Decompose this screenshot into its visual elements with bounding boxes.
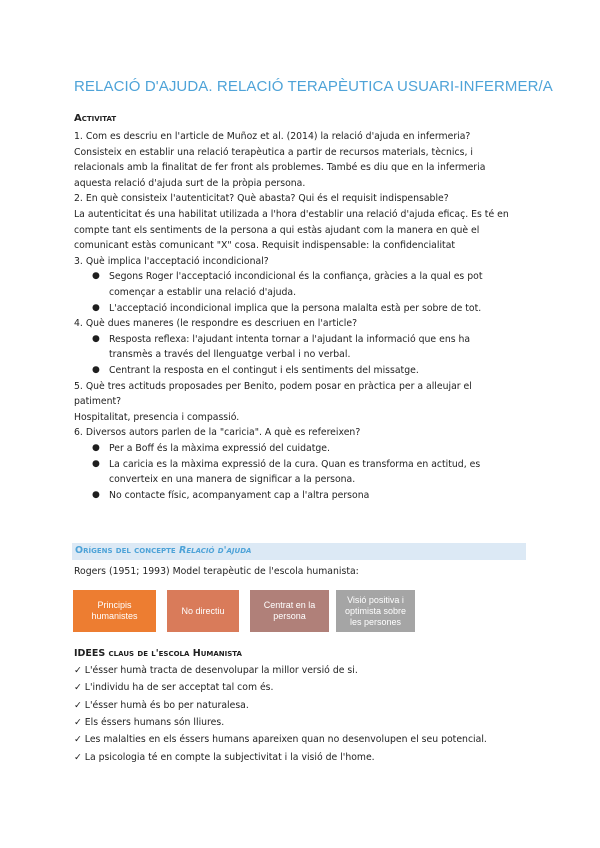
concept-box <box>167 590 239 632</box>
text-line: aquesta relació d'ajuda surt de la pròpia persona. <box>74 177 306 189</box>
idea-item <box>74 682 273 693</box>
question-5: 5. Què tres actituds proposades per Benito, podem posar en pràctica per a alleujar el <box>74 380 472 392</box>
bullet-icon: ● <box>92 489 100 500</box>
bullet-text: Segons Roger l'acceptació incondicional és la confiança, gràcies a la qual es pot <box>109 271 483 283</box>
concept-box-text: Visió positiva i <box>347 594 404 605</box>
check-icon: ✓ <box>74 751 82 763</box>
concept-box-text: Principis <box>97 600 132 610</box>
text-line: La autenticitat és una habilitat utilizada a l'hora d'establir una relació d'ajuda eficaç. Es té en <box>74 209 509 220</box>
bullet-text: La caricia es la màxima expressió de la cura. Quan es transforma en actitud, es <box>109 458 481 470</box>
text-line: 1. Com es descriu en l'article de Muñoz et al. (2014) la relació d'ajuda en infermeria? <box>74 131 471 142</box>
ideas-heading: IDEES claus de l'escola Humanista <box>74 648 242 659</box>
concept-box-text: optimista sobre <box>344 605 407 616</box>
check-icon: ✓ <box>74 682 82 694</box>
text-line: relacionals amb la finalitat de fer front als problemes. També es diu que en la infermeria <box>74 162 486 174</box>
question-5: patiment? <box>74 396 122 408</box>
question-6: 6. Diversos autors parlen de la "caricia". A què es refereixen? <box>74 427 361 439</box>
concept-box-text: humanistes <box>91 611 138 621</box>
idea-item <box>74 752 375 763</box>
text-line: Consisteix en establir una relació terapèutica a partir de recursos materials, tècnics, i <box>74 146 473 158</box>
text-line: 3. Què implica l'acceptació incondicional? <box>74 255 269 267</box>
check-icon: ✓ <box>74 716 82 728</box>
origens-heading: Orígens del concepte Relació d'ajuda <box>75 545 252 556</box>
concept-box-text: les persones <box>349 616 402 627</box>
text-line: 2. En què consisteix l'autenticitat? Què abasta? Qui és el requisit indispensable? <box>74 193 449 205</box>
idea-item <box>74 665 358 676</box>
bullet-text: començar a establir una relació d'ajuda. <box>109 287 297 298</box>
concept-box <box>336 590 415 632</box>
bullet-text: transmès a través del llenguatge verbal i no verbal. <box>109 349 351 361</box>
check-icon: ✓ <box>74 734 82 746</box>
bullet-icon: ● <box>92 271 100 282</box>
idea-item <box>74 700 249 711</box>
text-line: compte tant els sentiments de la persona a qui estàs ajudant com la manera en què el <box>74 224 480 236</box>
bullet-text: L'acceptació incondicional implica que la persona malalta està per sobre de tot. <box>109 302 482 314</box>
answer-5: Hospitalitat, presencia i compassió. <box>74 411 240 423</box>
text-line: comunicant estàs comunicant "X" cosa. Requisit indispensable: la confidencialitat <box>74 240 456 252</box>
concept-box-text: No directiu <box>181 605 225 616</box>
bullet-icon: ● <box>92 333 100 344</box>
idea-text: L'individu ha de ser acceptat tal com és. <box>84 682 274 694</box>
bullet-text: converteix en una manera de significar a la persona. <box>109 474 356 486</box>
bullet-text: Per a Boff és la màxima expressió del cuidatge. <box>109 443 330 454</box>
idea-text: L'ésser humà és bo per naturalesa. <box>84 699 249 711</box>
question-4: 4. Què dues maneres (le respondre es descriuen en l'article? <box>74 318 358 330</box>
idea-text: L'ésser humà tracta de desenvolupar la millor versió de si. <box>84 665 358 676</box>
bullet-text: No contacte físic, acompanyament cap a l'altra persona <box>109 489 370 501</box>
bullet-text: Centrant la resposta en el contingut i els sentiments del missatge. <box>109 365 419 376</box>
bullet-icon: ● <box>92 443 100 453</box>
concept-box <box>73 590 156 632</box>
check-icon: ✓ <box>74 665 82 676</box>
bullet-icon: ● <box>92 458 100 469</box>
idea-text: Els éssers humans són lliures. <box>84 716 225 728</box>
bullet-icon: ● <box>92 365 100 375</box>
origens-section-band <box>72 543 526 560</box>
rogers-line: Rogers (1951; 1993) Model terapèutic de l'escola humanista: <box>74 566 359 577</box>
idea-item <box>74 734 487 745</box>
concept-box <box>250 590 329 632</box>
bullet-icon: ● <box>92 302 100 313</box>
activitat-heading: Activitat <box>74 113 117 124</box>
concept-box-text: Centrat en la <box>263 600 316 610</box>
idea-text: La psicologia té en compte la subjectivitat i la visió de l'home. <box>84 751 375 763</box>
check-icon: ✓ <box>74 699 82 711</box>
idea-item <box>74 717 224 728</box>
bullet-text: Resposta reflexa: l'ajudant intenta tornar a l'ajudant la informació que ens ha <box>109 333 471 345</box>
concept-box-text: persona <box>273 611 306 621</box>
page-title: RELACIÓ D'AJUDA. RELACIÓ TERAPÈUTICA USUARI-INFERMER/A <box>74 78 553 95</box>
idea-text: Les malalties en els éssers humans apareixen quan no desenvolupen el seu potencial. <box>84 734 487 746</box>
